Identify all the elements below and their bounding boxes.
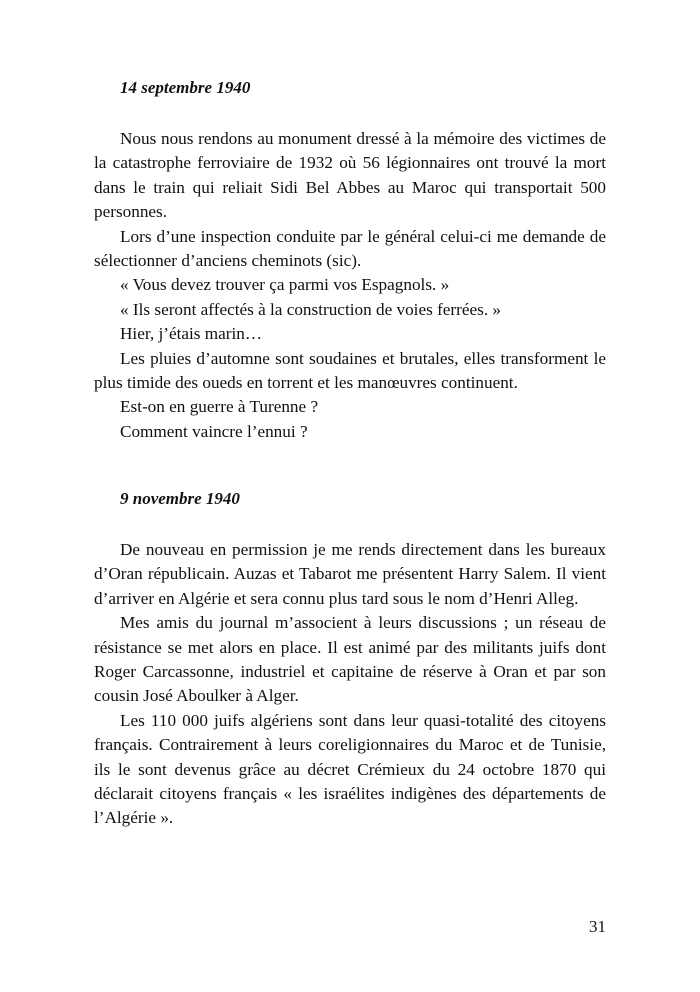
paragraph: Nous nous rendons au monument dressé à la mémoire des victimes de la catastrophe ferroviaire de 1932 où 56 légionnaires ont trouvé la mort dans le train qui reliait Sidi Bel Abbes au Maroc qui transportait 500 personnes. (94, 129, 606, 222)
section-heading: 14 septembre 1940 (120, 78, 251, 97)
section-9-novembre-1940 (94, 487, 606, 831)
paragraph: De nouveau en permission je me rends directement dans les bureaux d’Oran républicain. Auzas et Tabarot me présentent Harry Salem. Il vient d’arriver en Algérie et sera connu plus tard sous le nom d’Henri Alleg. (94, 540, 606, 608)
paragraph: Lors d’une inspection conduite par le général celui-ci me demande de sélectionner d’anciens cheminots (sic). (94, 226, 606, 271)
paragraph: Comment vaincre l’ennui ? (120, 421, 308, 441)
page-number: 31 (589, 917, 606, 936)
section-heading: 9 novembre 1940 (120, 489, 240, 508)
paragraph: Les pluies d’automne sont soudaines et brutales, elles transforment le plus timide des oueds en torrent et les manœuvres continuent. (94, 348, 606, 393)
paragraph: Les 110 000 juifs algériens sont dans leur quasi-totalité des citoyens français. Contrairement à leurs coreligionnaires du Maroc et de Tunisie, ils le sont devenus grâce au décret Crémieux du 24 octobre 1870 qui déclarait citoyens français « les israélites indigènes des départements de l’Algérie ». (94, 710, 606, 828)
quote-line: « Ils seront affectés à la construction de voies ferrées. » (120, 299, 502, 319)
paragraph: Mes amis du journal m’associent à leurs discussions ; un réseau de résistance se met alors en place. Il est animé par des militants juifs dont Roger Carcassonne, industriel et capitaine de réserve à Oran et par son cousin José Aboulker à Alger. (94, 613, 606, 706)
quote-line: « Vous devez trouver ça parmi vos Espagnols. » (120, 275, 450, 295)
section-14-septembre-1940 (94, 76, 606, 444)
paragraph: Est-on en guerre à Turenne ? (120, 397, 319, 417)
paragraph: Hier, j’étais marin… (120, 324, 263, 344)
